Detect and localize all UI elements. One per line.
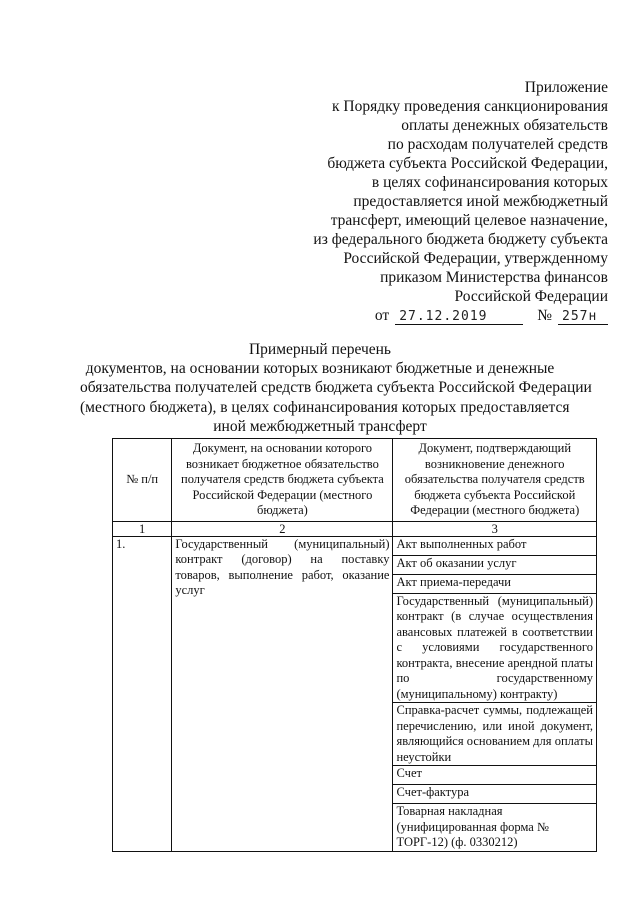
header-number: № п/п	[113, 439, 172, 522]
appendix-line: в целях софинансирования которых	[371, 174, 608, 191]
header-basis-document: Документ, на основании которого возникает бюджетное обязательство получателя средств бюджета субъекта Российской Федерации (местного бюджета)	[172, 439, 393, 522]
column-number-row	[113, 521, 597, 536]
title-line: Примерный перечень	[248, 341, 391, 358]
confirming-document: Акт приема-передачи	[393, 574, 597, 593]
confirming-document: Товарная накладная (унифицированная форма № ТОРГ-12) (ф. 0330212)	[393, 804, 597, 852]
appendix-line: к Порядку проведения санкционирования	[331, 98, 608, 115]
appendix-line: Российской Федерации, утвержденному	[343, 250, 608, 267]
document-title	[80, 340, 592, 436]
confirming-document: Справка-расчет суммы, подлежащей перечислению, или иной документ, являющийся основанием для оплаты неустойки	[393, 703, 597, 766]
confirming-document: Счет	[393, 766, 597, 785]
order-date: 27.12.2019	[395, 309, 523, 325]
title-line: иной межбюджетный трансферт	[213, 417, 427, 435]
column-number: 3	[393, 521, 597, 536]
column-number: 1	[113, 521, 172, 536]
title-line: (местного бюджета), в целях софинансирования которых предоставляется	[80, 398, 570, 416]
header-confirming-document: Документ, подтверждающий возникновение денежного обязательства получателя средств бюджета субъекта Российской Федерации (местного бюджета)	[393, 439, 597, 522]
appendix-line: бюджета субъекта Российской Федерации,	[327, 155, 608, 172]
appendix-line: трансферт, имеющий целевое назначение,	[330, 212, 608, 229]
table-header-row	[113, 439, 597, 522]
basis-document: Государственный (муниципальный) контракт (договор) на поставку товаров, выполнение работ, оказание услуг	[172, 536, 393, 851]
table-row	[113, 536, 597, 555]
confirming-document: Счет-фактура	[393, 785, 597, 804]
title-line: документов, на основании которых возникают бюджетные и денежные	[85, 360, 555, 378]
documents-table	[112, 438, 597, 852]
appendix-line: приказом Министерства финансов	[380, 269, 608, 286]
date-prefix: от	[374, 307, 390, 324]
number-prefix: №	[537, 307, 552, 324]
confirming-document: Акт выполненных работ	[393, 536, 597, 555]
confirming-document: Государственный (муниципальный) контракт (в случае осуществления авансовых платежей в соответствии с условиями государственного контракта, внесение арендной платы по государственному (муниципальному) контракту)	[393, 593, 597, 703]
row-number: 1.	[113, 536, 172, 851]
title-line: обязательства получателей средств бюджета субъекта Российской Федерации	[80, 379, 592, 397]
appendix-line: оплаты денежных обязательств	[401, 117, 608, 134]
confirming-document: Акт об оказании услуг	[393, 555, 597, 574]
appendix-line: Российской Федерации	[454, 288, 608, 305]
column-number: 2	[172, 521, 393, 536]
appendix-line: по расходам получателей средств	[387, 136, 608, 153]
appendix-line: предоставляется иной межбюджетный	[353, 193, 608, 210]
order-number: 257н	[558, 309, 608, 325]
appendix-line: Приложение	[524, 79, 608, 96]
order-date-number	[313, 306, 608, 325]
appendix-block	[313, 78, 608, 325]
appendix-line: из федерального бюджета бюджету субъекта	[313, 231, 608, 248]
